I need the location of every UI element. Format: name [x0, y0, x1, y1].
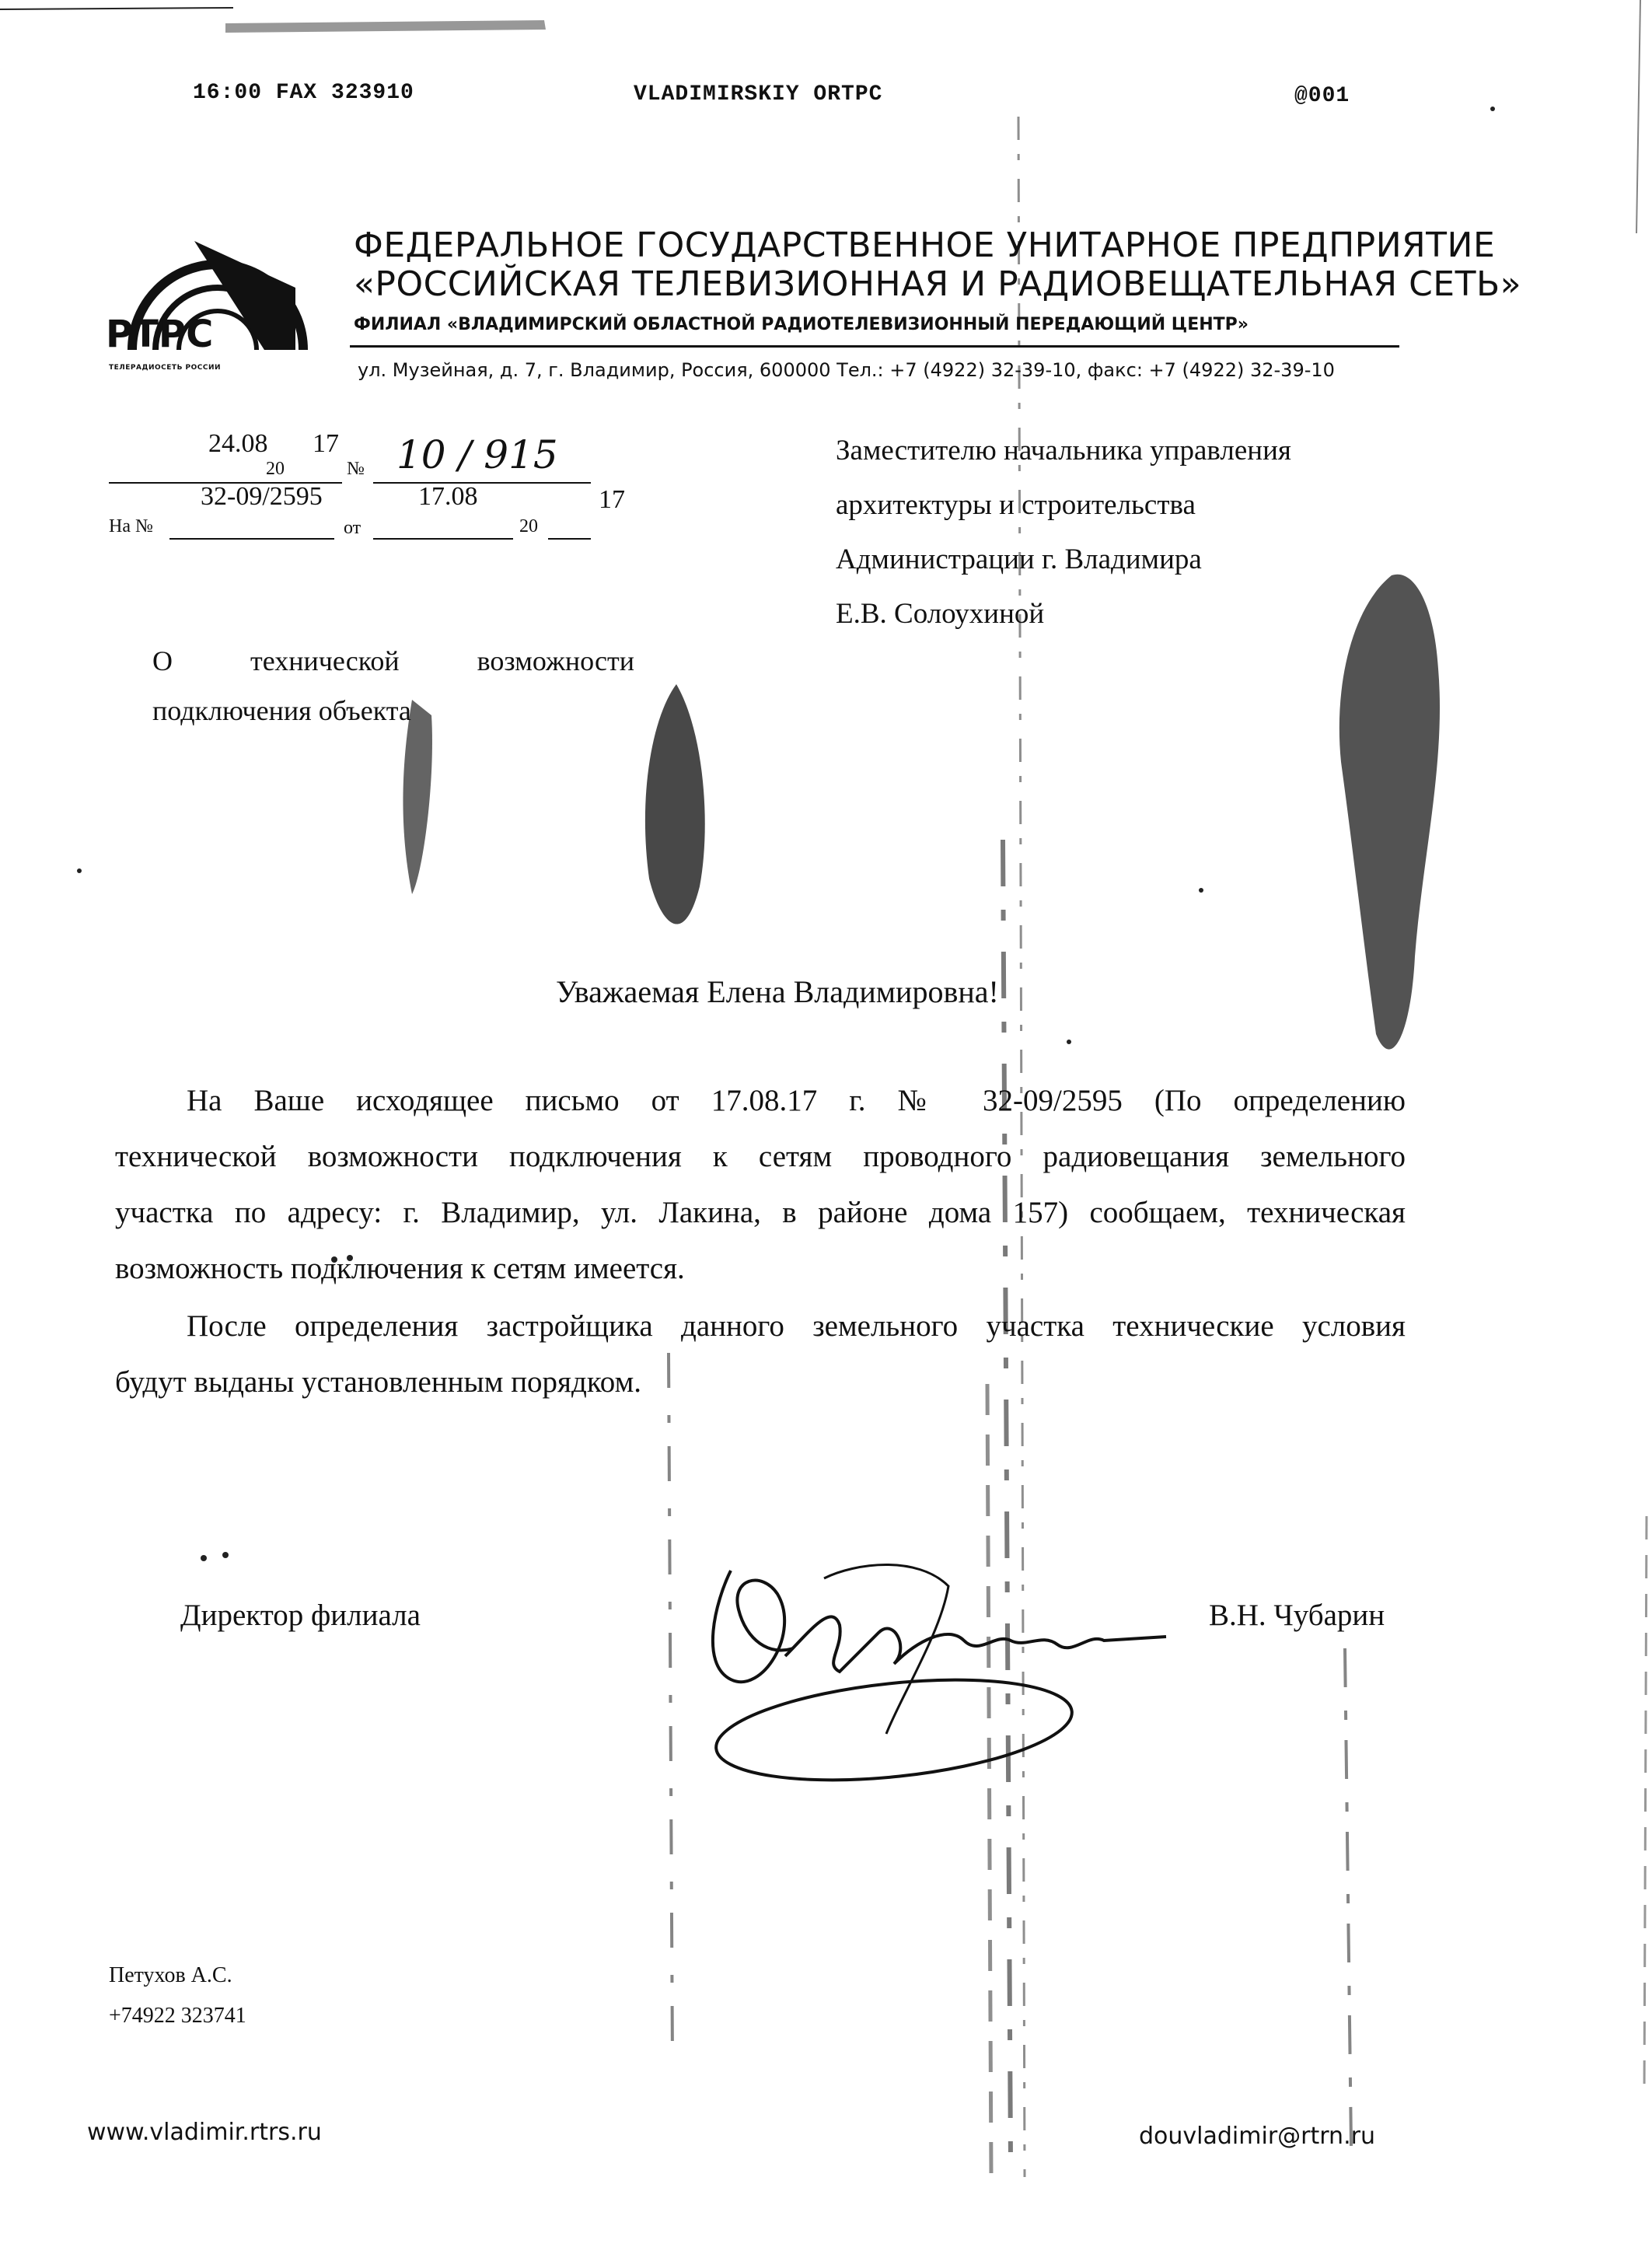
footer-email: douvladimir@rtrn.ru — [1139, 2123, 1375, 2150]
outgoing-date: 24.08 — [208, 429, 268, 458]
handwritten-signature — [684, 1539, 1244, 1796]
outgoing-number-line — [373, 482, 591, 484]
addressee-line1: Заместителю начальника управления — [836, 435, 1291, 467]
letter-subject — [152, 636, 634, 736]
paragraph-2-line2: будут выданы установленным порядком. — [115, 1365, 641, 1399]
ref-year: 17 — [599, 485, 625, 514]
executor-name: Петухов А.С. — [109, 1963, 232, 1987]
outgoing-number: 10 / 915 — [396, 432, 558, 477]
addressee-line3: Администрации г. Владимира — [836, 543, 1202, 575]
subject-line2: подключения объекта — [152, 695, 411, 726]
footer-website: www.vladimir.rtrs.ru — [87, 2119, 322, 2146]
paragraph-1-line2: технической возможности подключения к сетям проводного радиовещания земельного — [115, 1140, 1406, 1173]
outgoing-year-prefix: 20 — [266, 459, 285, 479]
ref-date-line — [373, 538, 513, 540]
executor-phone: +74922 323741 — [109, 2004, 246, 2028]
paragraph-2-line1: После определения застройщика данного земельного участка технические условия — [187, 1309, 1406, 1343]
ref-number-line — [169, 538, 334, 540]
rtrs-logo — [101, 225, 311, 381]
subject-word-1: О — [152, 645, 173, 676]
logo-subtext: ТЕЛЕРАДИОСЕТЬ РОССИИ — [109, 364, 222, 372]
logo-wordmark: РТРС — [106, 313, 214, 356]
org-name-line2: «РОССИЙСКАЯ ТЕЛЕВИЗИОННАЯ И РАДИОВЕЩАТЕЛЬНАЯ СЕТЬ» — [354, 264, 1522, 304]
paragraph-1-line4: возможность подключения к сетям имеется. — [115, 1252, 685, 1285]
paragraph-1-line1: На Ваше исходящее письмо от 17.08.17 г. № 32-09/2595 (По определению — [187, 1084, 1406, 1117]
org-name-line1: ФЕДЕРАЛЬНОЕ ГОСУДАРСТВЕННОЕ УНИТАРНОЕ ПРЕДПРИЯТИЕ — [354, 225, 1496, 265]
addressee-block — [836, 424, 1535, 641]
fax-timestamp: 16:00 FAX 323910 — [193, 81, 414, 105]
outgoing-number-label: № — [347, 459, 365, 479]
paragraph-1-line3: участка по адресу: г. Владимир, ул. Лакина, в районе дома 157) сообщаем, техническая — [115, 1196, 1406, 1229]
addressee-line2: архитектуры и строительства — [836, 489, 1196, 521]
org-branch-line: ФИЛИАЛ «ВЛАДИМИРСКИЙ ОБЛАСТНОЙ РАДИОТЕЛЕВИЗИОННЫЙ ПЕРЕДАЮЩИЙ ЦЕНТР» — [354, 315, 1249, 334]
subject-word-3: возможности — [477, 645, 634, 676]
ref-year-line — [548, 538, 591, 540]
org-address: ул. Музейная, д. 7, г. Владимир, Россия, 600000 Тел.: +7 (4922) 32-39-10, факс: +7 (4922) 32-39-10 — [358, 359, 1335, 381]
paragraph-2 — [115, 1298, 1406, 1410]
outgoing-year: 17 — [313, 429, 339, 458]
executor-block — [109, 1955, 246, 2036]
salutation: Уважаемая Елена Владимировна! — [556, 974, 999, 1009]
ref-date: 17.08 — [418, 482, 478, 511]
fax-sender: VLADIMIRSKIY ORTPC — [634, 82, 883, 107]
signatory-name: В.Н. Чубарин — [1209, 1599, 1385, 1632]
fax-page-number: @001 — [1294, 84, 1350, 108]
paragraph-1 — [115, 1073, 1406, 1297]
ref-number: 32-09/2595 — [201, 482, 323, 511]
addressee-line4: Е.В. Солоухиной — [836, 598, 1045, 630]
ref-from-label: от — [344, 518, 361, 538]
ref-number-label: На № — [109, 516, 153, 536]
letterhead-rule — [350, 345, 1399, 348]
signatory-position: Директор филиала — [180, 1599, 421, 1632]
subject-word-2: технической — [250, 645, 400, 676]
ref-year-prefix: 20 — [519, 516, 538, 536]
